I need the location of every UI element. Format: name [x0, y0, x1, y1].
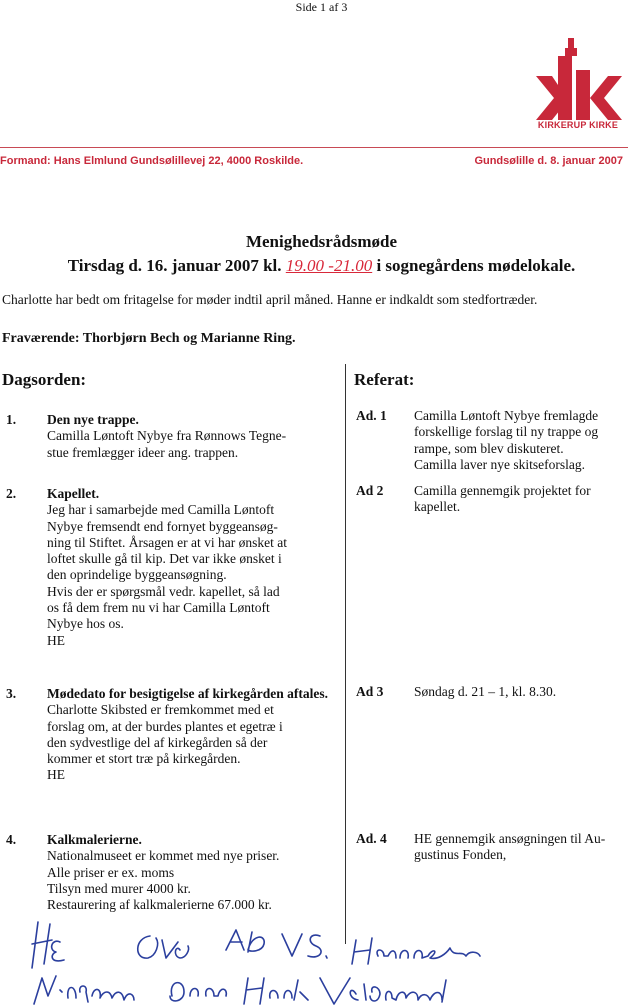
- minutes-ref: Ad. 4: [356, 831, 387, 846]
- minutes-line: rampe, som blev diskuteret.: [414, 440, 564, 456]
- absent-members: Fraværende: Thorbjørn Bech og Marianne Ring.: [2, 331, 296, 346]
- minutes-line: Søndag d. 21 – 1, kl. 8.30.: [414, 684, 557, 699]
- agenda-line: den sydvestlige del af kirkegården så der: [47, 734, 268, 750]
- minutes-entry-1: [414, 408, 634, 473]
- header-rule: [0, 147, 628, 148]
- meeting-title: Menighedsrådsmøde: [245, 232, 398, 251]
- kirkerup-kirke-logo: [532, 36, 624, 132]
- minutes-ref: Ad. 1: [356, 408, 387, 423]
- agenda-heading: Dagsorden:: [2, 370, 87, 389]
- agenda-item-title: Den nye trappe.: [47, 412, 139, 427]
- minutes-line: Camilla laver nye skitseforslag.: [414, 456, 585, 472]
- agenda-line: loftet skulle gå til kip. Det var ikke ønsket i: [47, 551, 282, 567]
- agenda-line: Charlotte Skibsted er fremkommet med et: [47, 702, 274, 718]
- page-number-label: Side 1 af 3: [295, 0, 348, 14]
- agenda-line: Tilsyn med murer 4000 kr.: [47, 880, 191, 896]
- logo-wordmark: KIRKERUP KIRKE: [537, 120, 619, 130]
- minutes-line: Camilla gennemgik projektet for: [414, 483, 591, 498]
- minutes-entry-3: [414, 684, 634, 700]
- agenda-line: Nybye fremsendt end fornyet byggeansøg-: [47, 518, 278, 534]
- column-divider: [345, 364, 346, 944]
- subtitle-date: Tirsdag d. 16. januar 2007 kl.: [67, 256, 286, 275]
- agenda-line: os få dem frem nu vi har Camilla Løntoft: [47, 600, 270, 616]
- agenda-line: HE: [47, 632, 65, 648]
- minutes-line: HE gennemgik ansøgningen til Au-: [414, 831, 606, 846]
- agenda-item-4: [47, 832, 342, 913]
- agenda-line: stue fremlægger ideer ang. trappen.: [47, 444, 239, 460]
- agenda-line: Nationalmuseet er kommet med nye priser.: [47, 848, 280, 864]
- subtitle-location: i sognegårdens mødelokale.: [372, 256, 576, 275]
- agenda-item-title: Kalkmalerierne.: [47, 832, 142, 847]
- minutes-entry-4: [414, 831, 634, 864]
- agenda-line: kommer et stort træ på kirkegården.: [47, 751, 241, 767]
- minutes-ref: Ad 2: [356, 483, 384, 498]
- agenda-item-number: 4.: [6, 832, 17, 847]
- agenda-item-number: 2.: [6, 486, 17, 501]
- agenda-item-title: Kapellet.: [47, 486, 100, 501]
- minutes-line: forskellige forslag til ny trappe og: [414, 424, 599, 440]
- agenda-item-1: [47, 412, 342, 461]
- agenda-line: Camilla Løntoft Nybye fra Rønnows Tegne-: [47, 428, 287, 444]
- agenda-item-3: [47, 686, 342, 784]
- chairman-address: Formand: Hans Elmlund Gundsølillevej 22, 4000 Roskilde.: [0, 155, 304, 167]
- agenda-item-2: [47, 486, 342, 649]
- intro-paragraph: Charlotte har bedt om fritagelse for møder indtil april måned. Hanne er indkaldt som stedfortræder.: [2, 292, 538, 307]
- meeting-subtitle: [0, 256, 643, 276]
- agenda-item-title: Mødedato for besigtigelse af kirkegården aftales.: [47, 686, 328, 701]
- agenda-item-number: 3.: [6, 686, 17, 701]
- handwritten-signatures: [30, 920, 530, 1005]
- agenda-line: forslag om, at der burdes plantes et egetræ i: [47, 718, 283, 734]
- minutes-ref: Ad 3: [356, 684, 384, 699]
- agenda-line: Nybye hos os.: [47, 616, 124, 632]
- minutes-line: kapellet.: [414, 499, 461, 515]
- minutes-heading: Referat:: [354, 370, 415, 389]
- agenda-line: Jeg har i samarbejde med Camilla Løntoft: [47, 502, 275, 518]
- agenda-line: Hvis der er spørgsmål vedr. kapellet, så lad: [47, 583, 280, 599]
- agenda-item-number: 1.: [6, 412, 17, 427]
- agenda-line: den oprindelige byggeansøgning.: [47, 567, 227, 583]
- agenda-line: Alle priser er ex. moms: [47, 864, 175, 880]
- subtitle-time: 19.00 -21.00: [285, 256, 373, 275]
- agenda-line: HE: [47, 767, 65, 783]
- minutes-line: gustinus Fonden,: [414, 847, 507, 863]
- minutes-entry-2: [414, 483, 634, 516]
- place-date: Gundsølille d. 8. januar 2007: [474, 155, 623, 167]
- minutes-line: Camilla Løntoft Nybye fremlagde: [414, 408, 599, 423]
- agenda-line: ning til Stiftet. Årsagen er at vi har ønsket at: [47, 534, 287, 550]
- agenda-line: Restaurering af kalkmalerierne 67.000 kr.: [47, 897, 272, 913]
